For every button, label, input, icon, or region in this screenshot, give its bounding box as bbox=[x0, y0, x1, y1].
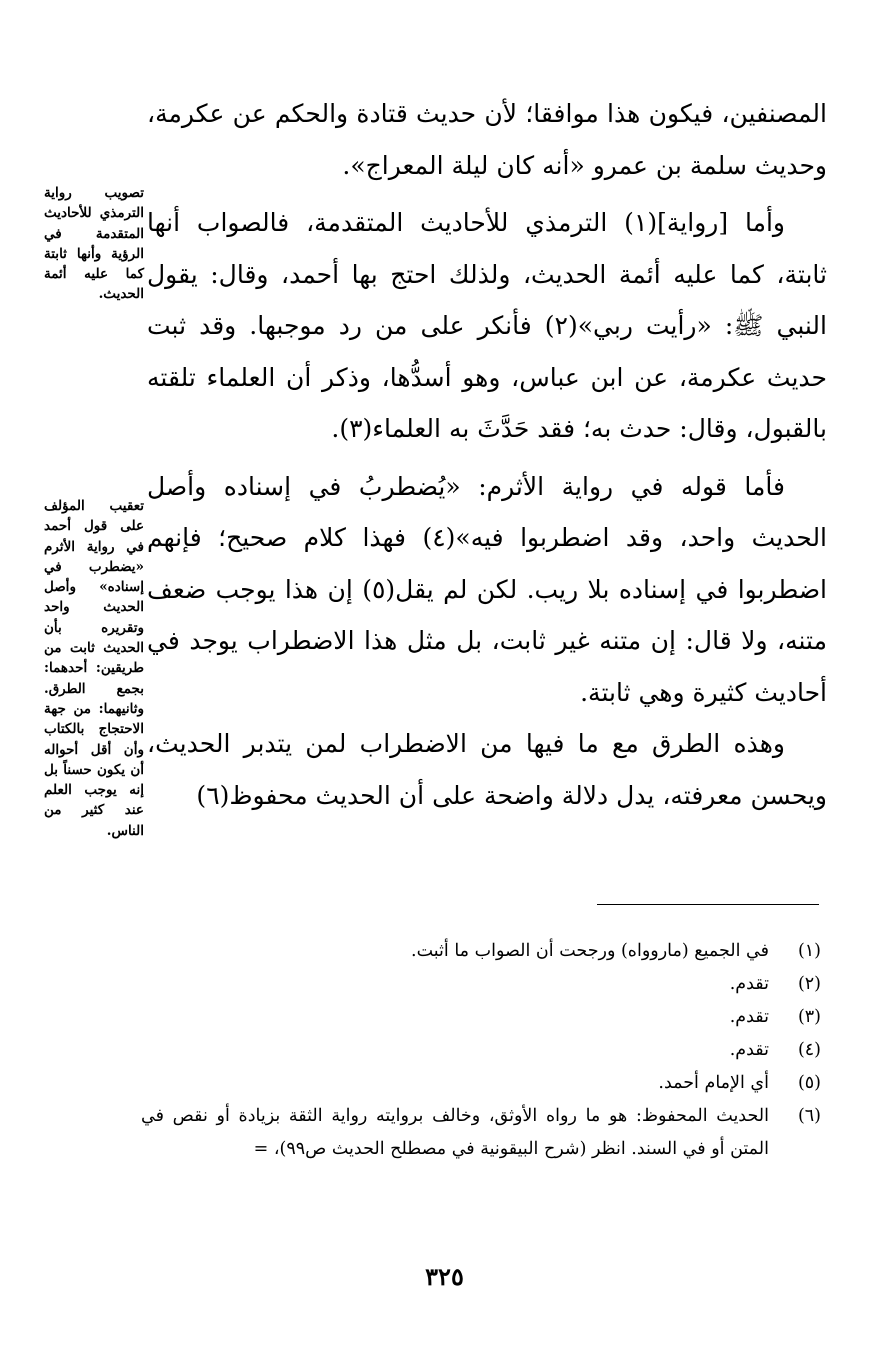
paragraph-2: وأما [رواية](١) الترمذي للأحاديث المتقدمة، فالصواب أنها ثابتة، كما عليه أئمة الحديث، ولذلك احتج بها أحمد، وقال: يقول النبي ﷺ: «رأيت ربي»(٢) فأنكر على من رد موجبها. وقد ثبت حديث عكرمة، عن ابن عباس، وهو أسدُّها، وذكر أن العلماء تلقته بالقبول، وقال: حدث به؛ فقد حَدَّثَ به العلماء(٣). bbox=[147, 208, 827, 443]
footnote-2 bbox=[141, 968, 821, 1001]
paragraph-4: وهذه الطرق مع ما فيها من الاضطراب لمن يتدبر الحديث، ويحسن معرفته، يدل دلالة واضحة على أن الحديث محفوظ(٦) bbox=[147, 729, 827, 810]
footnote-5 bbox=[141, 1067, 821, 1100]
footnote-number: (٢) bbox=[797, 974, 821, 994]
footnote-number: (٣) bbox=[797, 1007, 821, 1027]
footnote-text: أي الإمام أحمد. bbox=[658, 1073, 769, 1093]
footnote-1 bbox=[141, 935, 821, 968]
footnote-text: الحديث المحفوظ: هو ما رواه الأوثق، وخالف بروايته رواية الثقة بزيادة أو نقص في المتن أو في السند. انظر (شرح البيقونية في مصطلح الحديث ص٩٩)، = bbox=[141, 1106, 769, 1159]
paragraph-3: فأما قوله في رواية الأثرم: «يُضطربُ في إسناده وأصل الحديث واحد، وقد اضطربوا فيه»(٤) فهذا كلام صحيح؛ فإنهم اضطربوا في إسناده بلا ريب. لكن لم يقل(٥) إن هذا يوجب ضعف متنه، ولا قال: إن متنه غير ثابت، بل مثل هذا الاضطراب يوجد في أحاديث كثيرة وهي ثابتة. bbox=[147, 471, 828, 707]
footnote-number: (١) bbox=[797, 941, 821, 961]
footnotes bbox=[141, 935, 821, 1166]
side-note-1: تصويب رواية الترمذي للأحاديث المتقدمة في الرؤية وأنها ثابتة كما عليه أئمة الحديث. bbox=[44, 185, 144, 303]
main-text bbox=[147, 88, 827, 821]
footnote-number: (٤) bbox=[797, 1040, 821, 1060]
footnote-divider bbox=[597, 904, 819, 905]
page-number: ٣٢٥ bbox=[425, 1262, 464, 1291]
footnote-text: تقدم. bbox=[729, 1040, 769, 1060]
footnote-number: (٦) bbox=[797, 1106, 821, 1126]
footnote-number: (٥) bbox=[797, 1073, 821, 1093]
footnote-3 bbox=[141, 1001, 821, 1034]
footnote-6 bbox=[141, 1100, 821, 1166]
side-note-2: تعقيب المؤلف على قول أحمد في رواية الأثرم «يضطرب في إسناده» وأصل الحديث واحد وتقريره بأن الحديث ثابت من طريقين: أحدهما: بجمع الطرق. وثانيهما: من جهة الاحتجاج بالكتاب وأن أقل أحواله أن يكون حسناً بل إنه يوجب العلم عند كثير من الناس. bbox=[44, 498, 144, 839]
footnote-text: تقدم. bbox=[729, 974, 769, 994]
footnote-text: تقدم. bbox=[729, 1007, 769, 1027]
footnote-text: في الجميع (ماروواه) ورجحت أن الصواب ما أثبت. bbox=[411, 941, 769, 961]
footnote-4 bbox=[141, 1034, 821, 1067]
paragraph-1: المصنفين، فيكون هذا موافقا؛ لأن حديث قتادة والحكم عن عكرمة، وحديث سلمة بن عمرو «أنه كان ليلة المعراج». bbox=[147, 99, 827, 180]
